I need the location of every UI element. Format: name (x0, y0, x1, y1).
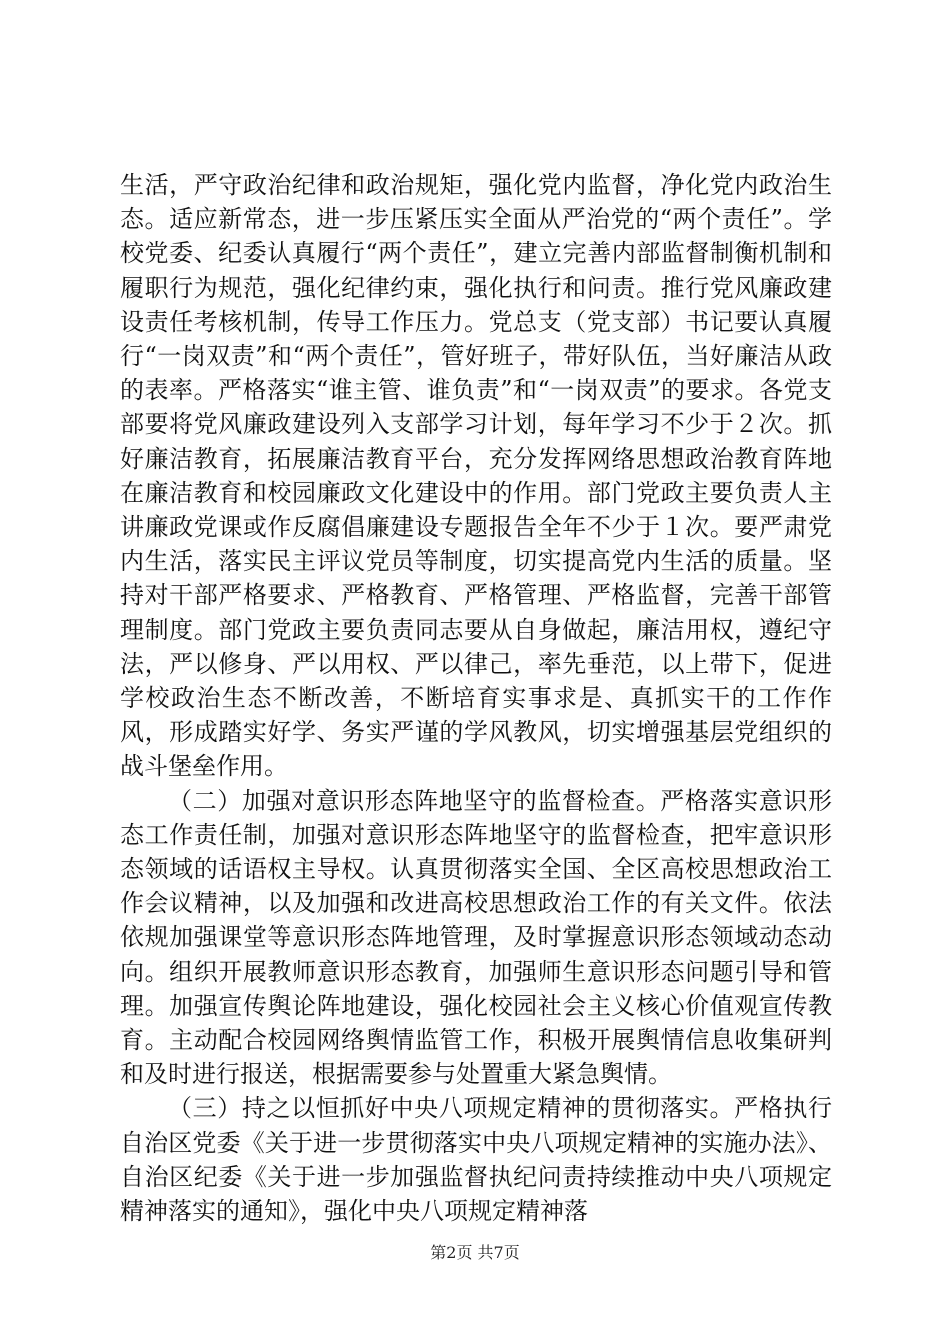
page-number-footer: 第2页 共7页 (430, 1243, 520, 1262)
body-paragraph-1: 生活，严守政治纪律和政治规矩，强化党内监督，净化党内政治生态。适应新常态，进一步压紧压实全面从严治党的“两个责任”。学校党委、纪委认真履行“两个责任”，建立完善内部监督制衡机制和履职行为规范，强化纪律约束，强化执行和问责。推行党风廉政建设责任考核机制，传导工作压力。党总支（党支部）书记要认真履行“一岗双责”和“两个责任”，管好班子，带好队伍，当好廉洁从政的表率。严格落实“谁主管、谁负责”和“一岗双责”的要求。各党支部要将党风廉政建设列入支部学习计划，每年学习不少于２次。抓好廉洁教育，拓展廉洁教育平台，充分发挥网络思想政治教育阵地在廉洁教育和校园廉政文化建设中的作用。部门党政主要负责人主讲廉政党课或作反腐倡廉建设专题报告全年不少于１次。要严肃党内生活，落实民主评议党员等制度，切实提高党内生活的质量。坚持对干部严格要求、严格教育、严格管理、严格监督，完善干部管理制度。部门党政主要负责同志要从自身做起，廉洁用权，遵纪守法，严以修身、严以用权、严以律己，率先垂范，以上带下，促进学校政治生态不断改善，不断培育实事求是、真抓实干的工作作风，形成踏实好学、务实严谨的学风教风，切实增强基层党组织的战斗堡垒作用。 (120, 171, 832, 781)
body-paragraph-3: （三）持之以恒抓好中央八项规定精神的贯彻落实。严格执行自治区党委《关于进一步贯彻落实中央八项规定精神的实施办法》、自治区纪委《关于进一步加强监督执纪问责持续推动中央八项规定精神落实的通知》，强化中央八项规定精神落 (120, 1094, 832, 1226)
body-paragraph-2: （二）加强对意识形态阵地坚守的监督检查。严格落实意识形态工作责任制，加强对意识形态阵地坚守的监督检查，把牢意识形态领域的话语权主导权。认真贯彻落实全国、全区高校思想政治工作会议精神，以及加强和改进高校思想政治工作的有关文件。依法依规加强课堂等意识形态阵地管理，及时掌握意识形态领域动态动向。组织开展教师意识形态教育，加强师生意识形态问题引导和管理。加强宣传舆论阵地建设，强化校园社会主义核心价值观宣传教育。主动配合校园网络舆情监管工作，积极开展舆情信息收集研判和及时进行报送，根据需要参与处置重大紧急舆情。 (120, 786, 832, 1089)
document-body (120, 168, 832, 1228)
